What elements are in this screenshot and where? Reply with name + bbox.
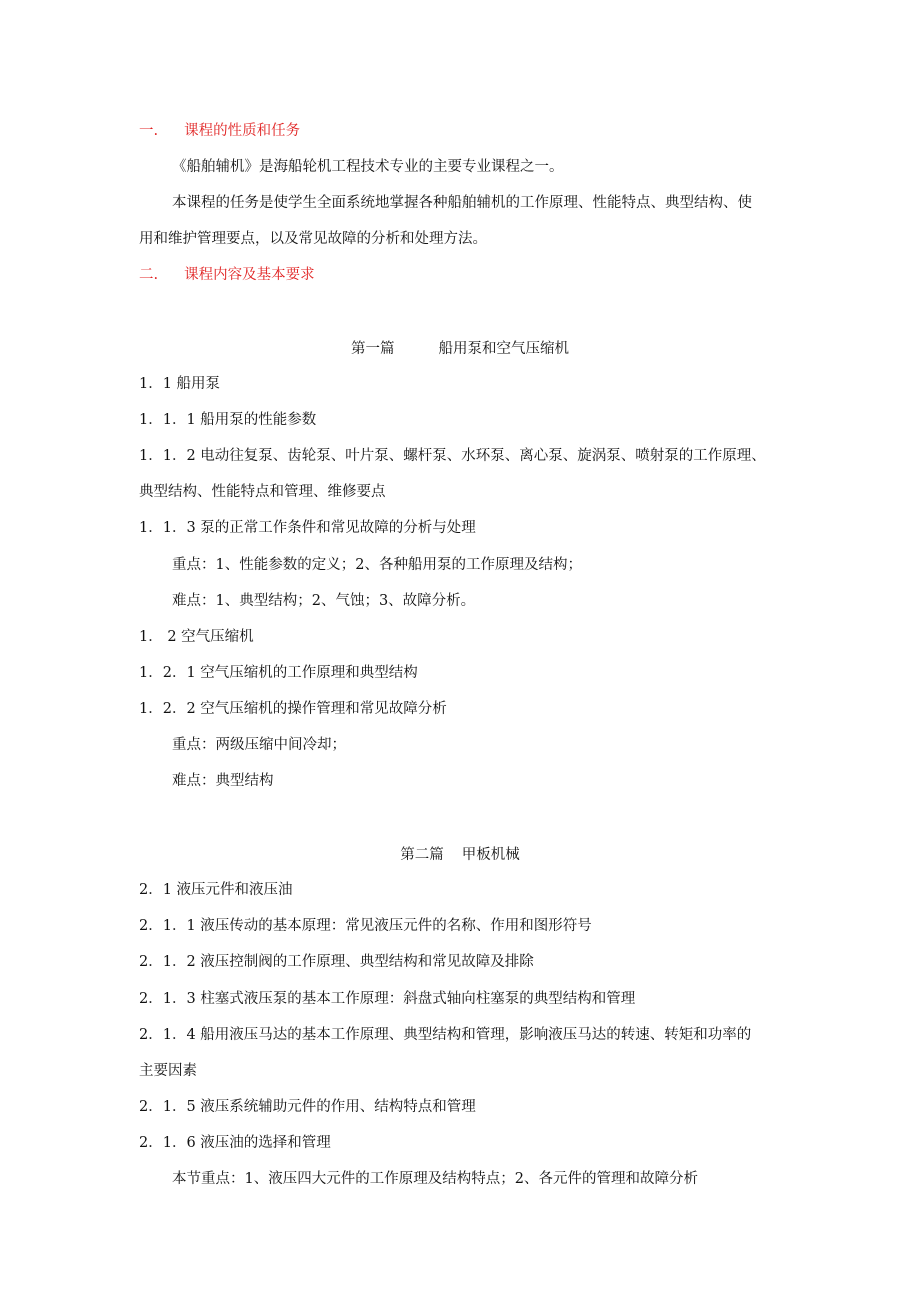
part-title-1: [0, 339, 920, 359]
paragraph-nature: 《船舶辅机》是海船轮机工程技术专业的主要专业课程之一。: [172, 159, 564, 175]
part-label: 第一篇: [351, 341, 395, 357]
paragraph-task-line2: 用和维护管理要点，以及常见故障的分析和处理方法。: [139, 231, 487, 247]
outline-item: 2．1．2 液压控制阀的工作原理、典型结构和常见故障及排除: [139, 954, 534, 970]
outline-item: 1．1．1 船用泵的性能参数: [139, 412, 317, 428]
part-name: 甲板机械: [461, 847, 520, 863]
outline-item: 2．1．3 柱塞式液压泵的基本工作原理：斜盘式轴向柱塞泵的典型结构和管理: [139, 991, 636, 1007]
outline-item: 2．1．4 船用液压马达的基本工作原理、典型结构和管理，影响液压马达的转速、转矩和功率的: [139, 1027, 752, 1043]
outline-item: 1．1．2 电动往复泵、齿轮泵、叶片泵、螺杆泵、水环泵、离心泵、旋涡泵、喷射泵的工作原理、: [139, 448, 766, 464]
outline-item: 1．1．3 泵的正常工作条件和常见故障的分析与处理: [139, 520, 476, 536]
section-heading-1: [139, 121, 300, 141]
outline-item: 典型结构、性能特点和管理、维修要点: [139, 484, 386, 500]
section-title: 课程内容及基本要求: [184, 267, 315, 283]
key-points: 本节重点：1、液压四大元件的工作原理及结构特点；2、各元件的管理和故障分析: [172, 1171, 698, 1187]
outline-item: 2．1 液压元件和液压油: [139, 882, 293, 898]
section-number: 一.: [139, 123, 159, 139]
section-title: 课程的性质和任务: [184, 123, 301, 139]
outline-item: 2．1．1 液压传动的基本原理：常见液压元件的名称、作用和图形符号: [139, 918, 592, 934]
outline-item: 2．1．5 液压系统辅助元件的作用、结构特点和管理: [139, 1099, 476, 1115]
key-points: 重点：1、性能参数的定义；2、各种船用泵的工作原理及结构；: [172, 557, 582, 573]
outline-item: 2．1．6 液压油的选择和管理: [139, 1135, 331, 1151]
outline-item: 1． 2 空气压缩机: [139, 629, 254, 645]
key-points: 重点：两级压缩中间冷却；: [172, 737, 346, 753]
part-name: 船用泵和空气压缩机: [438, 341, 569, 357]
paragraph-task-line1: 本课程的任务是使学生全面系统地掌握各种船舶辅机的工作原理、性能特点、典型结构、使: [172, 195, 752, 211]
section-number: 二.: [139, 267, 159, 283]
outline-item: 1．1 船用泵: [139, 376, 221, 392]
outline-item: 1．2．1 空气压缩机的工作原理和典型结构: [139, 665, 418, 681]
outline-item: 1．2．2 空气压缩机的操作管理和常见故障分析: [139, 701, 447, 717]
difficult-points: 难点：典型结构: [172, 773, 274, 789]
outline-item: 主要因素: [139, 1063, 197, 1079]
part-label: 第二篇: [400, 847, 444, 863]
part-title-2: [0, 845, 920, 865]
difficult-points: 难点：1、典型结构；2、气蚀；3、故障分析。: [172, 593, 476, 609]
section-heading-2: [139, 265, 315, 285]
